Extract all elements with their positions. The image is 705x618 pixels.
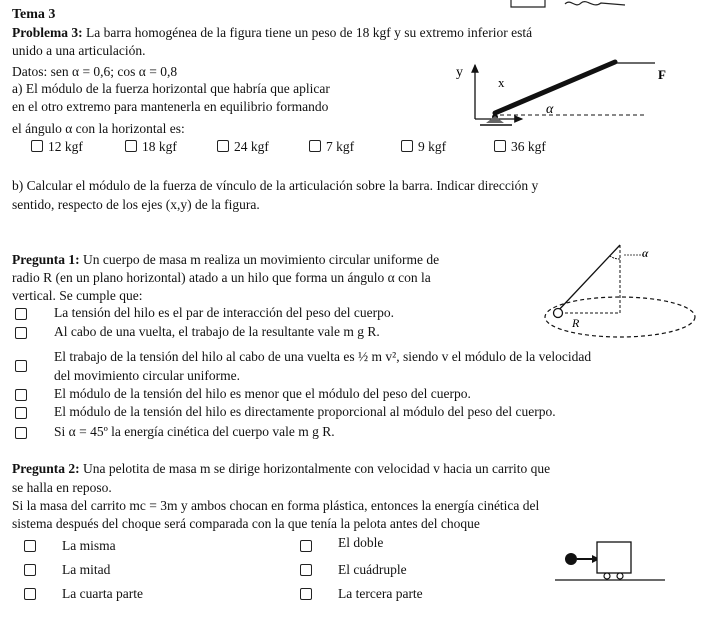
problema3-label: Problema 3: (12, 25, 83, 40)
checkbox[interactable] (494, 140, 506, 152)
p1-option-1: La tensión del hilo es el par de interacción del peso del cuerpo. (54, 305, 394, 320)
p2-checkbox-left-2[interactable] (24, 564, 36, 576)
problema3-intro-2: unido a una articulación. (12, 43, 146, 58)
pregunta1-line1 (12, 252, 439, 268)
string (556, 245, 620, 313)
problema3-intro-1: La barra homogénea de la figura tiene un peso de 18 kgf y su extremo inferior está (86, 25, 533, 40)
p3-option-6[interactable]: 36 kgf (494, 139, 546, 155)
p2-option-left-2: La mitad (62, 562, 111, 577)
p3-option-2[interactable]: 18 kgf (125, 139, 177, 155)
pregunta1-intro-3: vertical. Se cumple que: (12, 288, 143, 303)
p1-option-6: Si α = 45º la energía cinética del cuerpo vale m g R. (54, 424, 335, 439)
pregunta2-intro-4: sistema después del choque será comparada con la que tenía la pelota antes del choque (12, 516, 480, 531)
pregunta2-intro-2: se halla en reposo. (12, 480, 112, 495)
p2-option-right-3: La tercera parte (338, 586, 423, 601)
pregunta1-intro-1: Un cuerpo de masa m realiza un movimiento circular uniforme de (83, 252, 440, 267)
p1-checkbox-1[interactable] (15, 308, 27, 320)
p1-checkbox-6[interactable] (15, 427, 27, 439)
problema3-line1 (12, 25, 532, 41)
p1-option-3-cont: del movimiento circular uniforme. (54, 368, 240, 383)
angle-label: α (546, 102, 554, 117)
conical-pendulum-figure (520, 235, 700, 345)
p3-option-5[interactable]: 9 kgf (401, 139, 446, 155)
mass (554, 309, 563, 318)
checkbox[interactable] (401, 140, 413, 152)
problema3-b-1: b) Calcular el módulo de la fuerza de vínculo de la articulación sobre la barra. Indicar dirección y (12, 178, 539, 193)
checkbox[interactable] (309, 140, 321, 152)
p2-checkbox-right-2[interactable] (300, 564, 312, 576)
ball (565, 553, 577, 565)
p2-checkbox-right-3[interactable] (300, 588, 312, 600)
p2-checkbox-left-3[interactable] (24, 588, 36, 600)
homogeneous-bar (495, 62, 615, 113)
wheel (604, 573, 610, 579)
p3-option-1[interactable]: 12 kgf (31, 139, 83, 155)
corner-scribble (505, 0, 635, 10)
checkbox[interactable] (31, 140, 43, 152)
checkbox[interactable] (217, 140, 229, 152)
pregunta2-line1 (12, 461, 550, 477)
problema3-a-1: a) El módulo de la fuerza horizontal que habría que aplicar (12, 81, 330, 96)
p3-option-3[interactable]: 24 kgf (217, 139, 269, 155)
y-axis-label: y (456, 65, 463, 80)
wheel (617, 573, 623, 579)
p1-option-5: El módulo de la tensión del hilo es directamente proporcional al módulo del peso del cuerpo. (54, 404, 556, 419)
cart (597, 542, 631, 573)
p1-checkbox-5[interactable] (15, 407, 27, 419)
p1-option-3: El trabajo de la tensión del hilo al cabo de una vuelta es ½ m v², siendo v el módulo de la velocidad (54, 349, 592, 364)
problema3-a-3: el ángulo α con la horizontal es: (12, 121, 185, 136)
ball-cart-figure (555, 535, 665, 585)
problema3-b-2: sentido, respecto de los ejes (x,y) de la figura. (12, 197, 260, 212)
bar-figure (450, 55, 690, 135)
alpha-label: α (642, 246, 649, 260)
p1-option-4: El módulo de la tensión del hilo es menor que el módulo del peso del cuerpo. (54, 386, 471, 401)
x-axis-label: x (498, 75, 505, 90)
pregunta1-intro-2: radio R (en un plano horizontal) atado a un hilo que forma un ángulo α con la (12, 270, 431, 285)
p2-option-left-1: La misma (62, 538, 116, 553)
p1-checkbox-2[interactable] (15, 327, 27, 339)
p1-checkbox-4[interactable] (15, 389, 27, 401)
problema3-a-2: en el otro extremo para mantenerla en equilibrio formando (12, 99, 329, 114)
pregunta1-label: Pregunta 1: (12, 252, 80, 267)
force-label: F (658, 67, 666, 82)
pregunta2-intro-3: Si la masa del carrito mc = 3m y ambos chocan en forma plástica, entonces la energía cinética del (12, 498, 540, 513)
radius-label: R (572, 316, 580, 330)
pregunta2-label: Pregunta 2: (12, 461, 80, 476)
pregunta2-intro-1: Una pelotita de masa m se dirige horizontalmente con velocidad v hacia un carrito que (83, 461, 551, 476)
p1-option-2: Al cabo de una vuelta, el trabajo de la resultante vale m g R. (54, 324, 380, 339)
p2-checkbox-left-1[interactable] (24, 540, 36, 552)
p3-option-4[interactable]: 7 kgf (309, 139, 354, 155)
tema-title: Tema 3 (12, 7, 56, 22)
p2-checkbox-right-1[interactable] (300, 540, 312, 552)
p1-checkbox-3[interactable] (15, 360, 27, 372)
p2-option-left-3: La cuarta parte (62, 586, 143, 601)
p2-option-right-2: El cuádruple (338, 562, 407, 577)
p2-option-right-1: El doble (338, 535, 384, 550)
problema3-datos: Datos: sen α = 0,6; cos α = 0,8 (12, 64, 178, 79)
checkbox[interactable] (125, 140, 137, 152)
